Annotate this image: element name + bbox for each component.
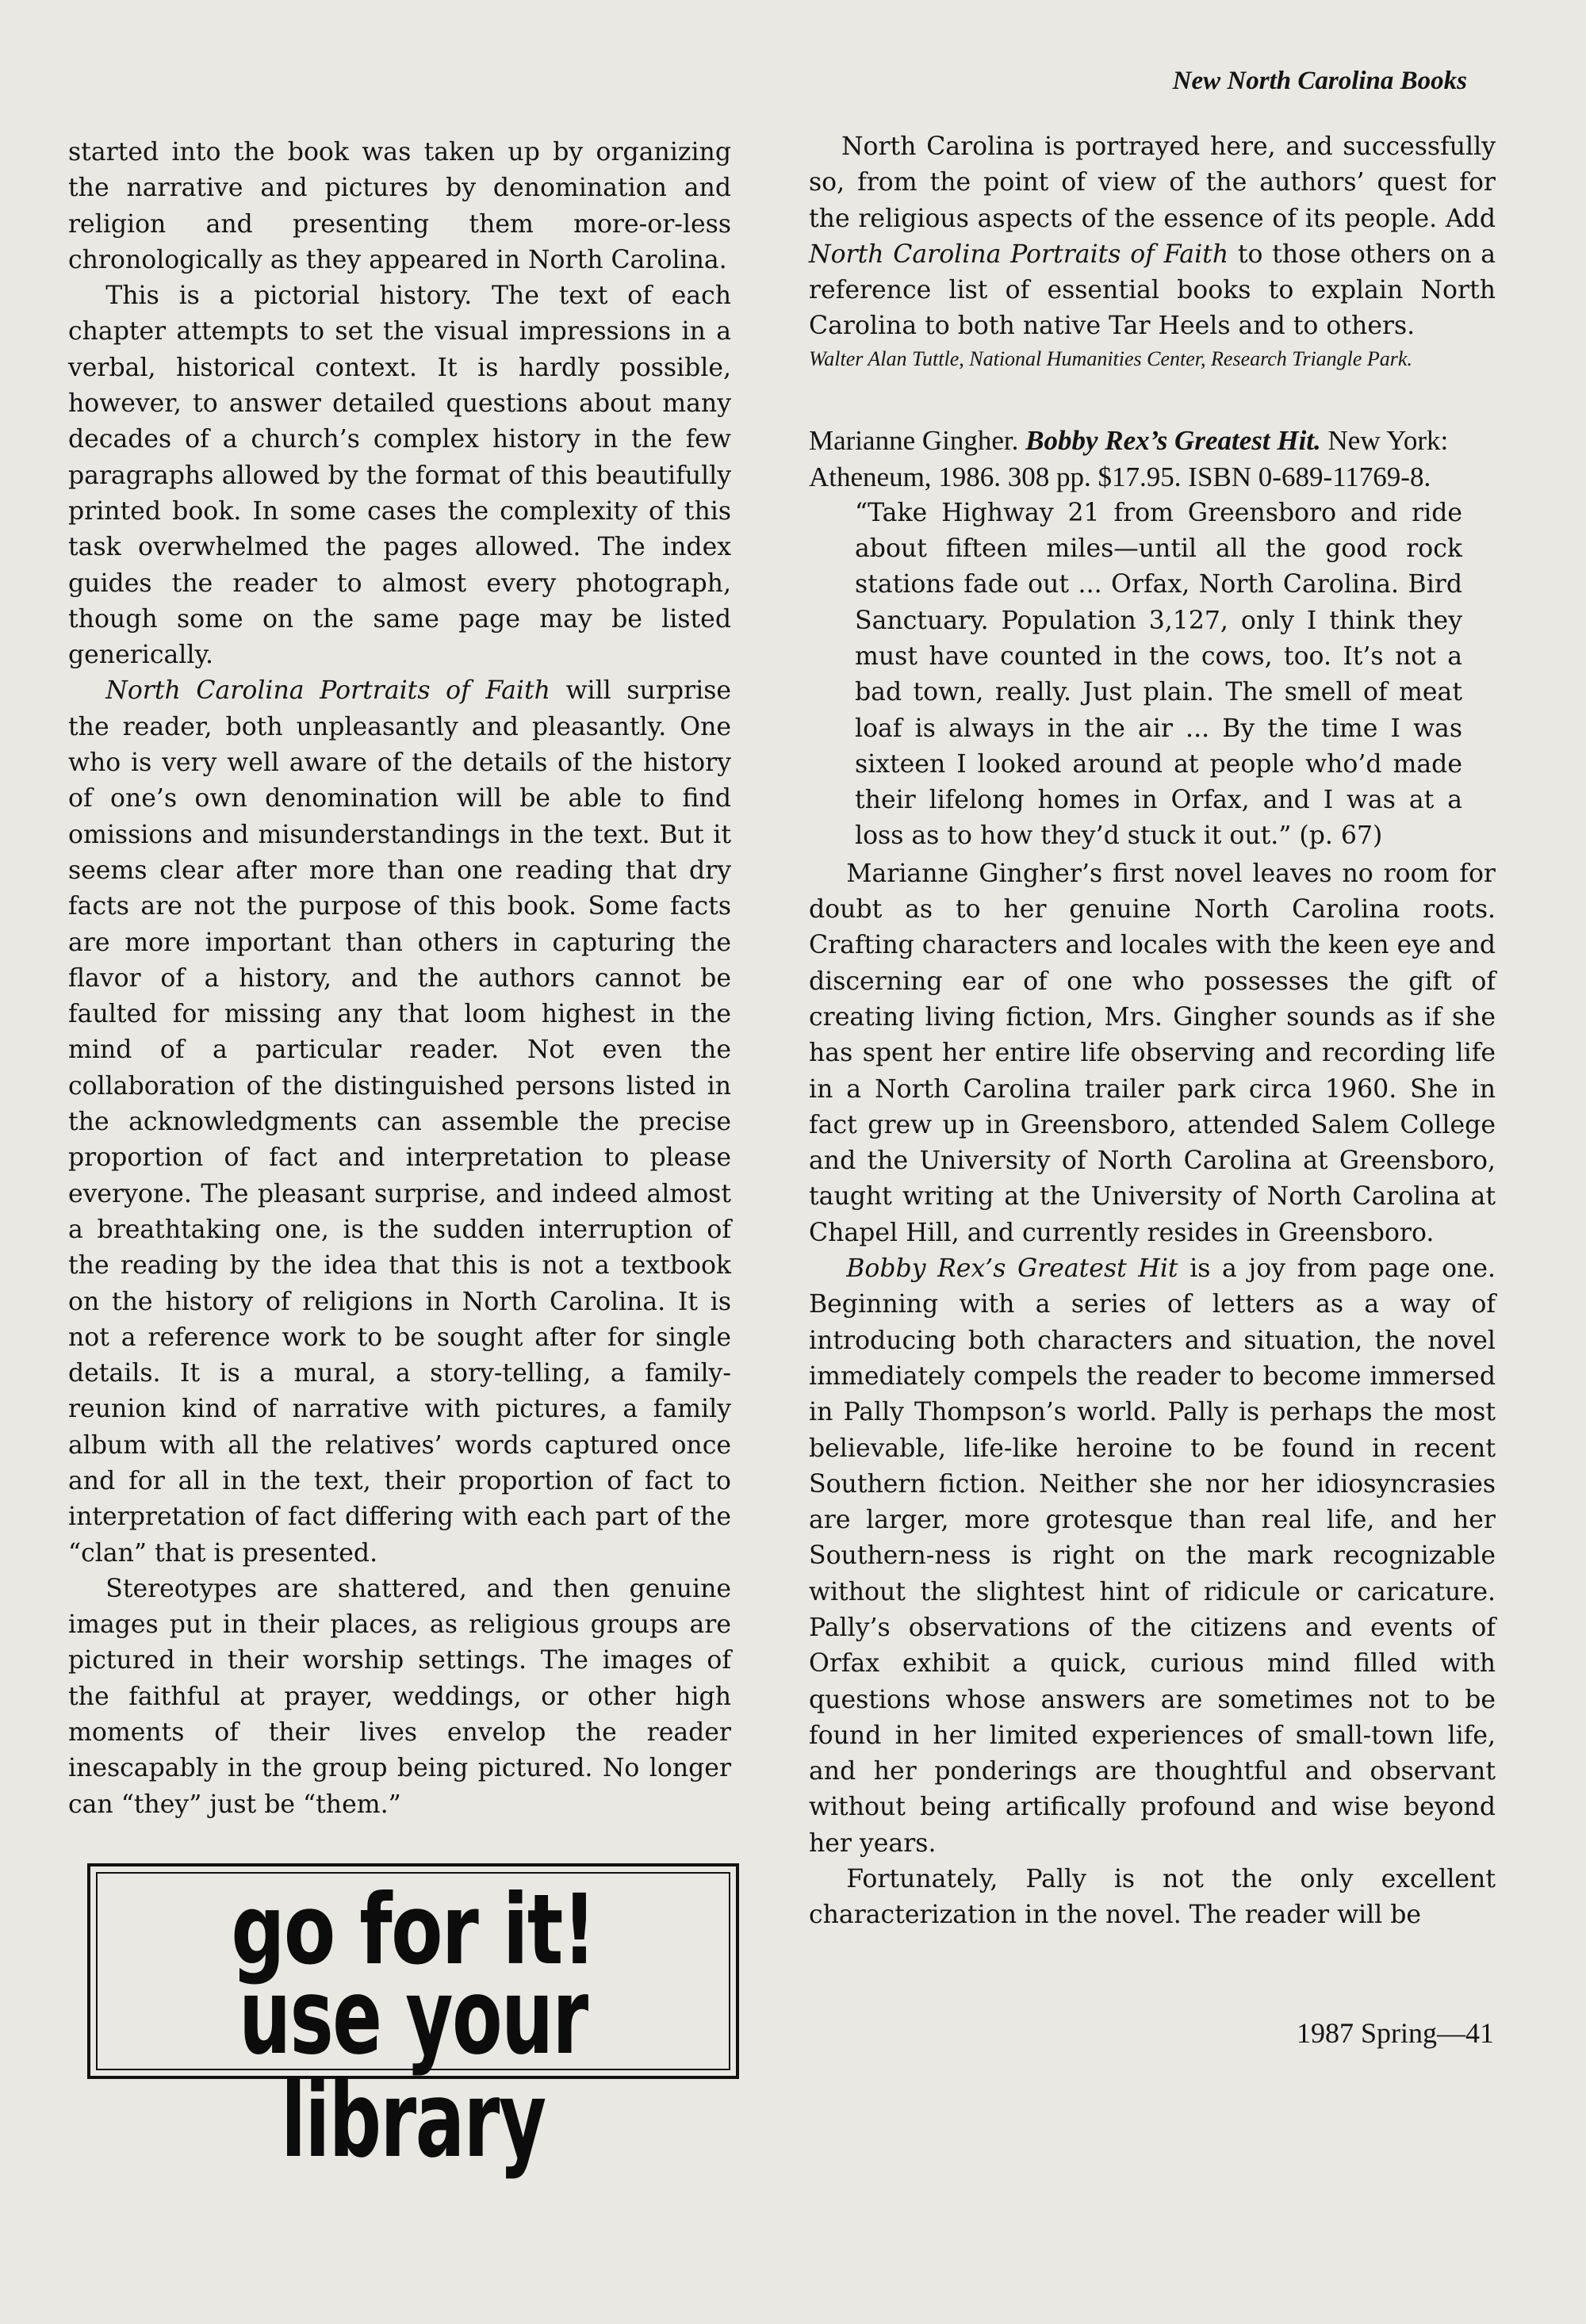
advert-line-1: go for it! — [231, 1874, 596, 1986]
reviewer-credit: Walter Alan Tuttle, National Humanities Center, Research Triangle Park. — [809, 346, 1412, 370]
left-paragraph-1: started into the book was taken up by organizing the narrative and pictures by denomination and religion and presenting them more-or-less chronologically as they appeared in North Carolina. — [68, 138, 731, 274]
left-paragraph-4: Stereotypes are shattered, and then genuine images put in their places, as religious groups are pictured in their worship settings. The images of the faithful at prayer, weddings, or other high moments of their lives envelop the reader inescapably in the group being pictured. No longer can “they” just be “them.” — [68, 1574, 731, 1819]
citation-title: Bobby Rex’s Greatest Hit. — [1025, 424, 1321, 456]
right-column — [809, 129, 1496, 1934]
left-p3-text: will surprise the reader, both unpleasantly and pleasantly. One who is very well aware of the details of the history of one’s own denomination will be able to find omissions and misunderstandings in the text. But it seems clear after more than one reading that dry facts are not the purpose of this book. Some facts are more important than others in capturing the flavor of a history, and the authors cannot be faulted for missing any that loom highest in the mind of a particular reader. Not even the collaboration of the distinguished persons listed in the acknowledgments can assemble the precise proportion of fact and interpretation to please everyone. The pleasant surprise, and indeed almost a breathtaking one, is the sudden interruption of the reading by the idea that this is not a textbook on the history of religions in North Carolina. It is not a reference work to be sought after for single details. It is a mural, a story-telling, a family-reunion kind of narrative with pictures, a family album with all the relatives’ words captured once and for all in the text, their proportion of fact to interpretation of fact differing with each part of the “clan” that is presented. — [68, 676, 731, 1568]
right-paragraph-2: Marianne Gingher’s first novel leaves no room for doubt as to her genuine North Carolina roots. Crafting characters and locales with the keen eye and discerning ear of one who possesses the gift of creating living fiction, Mrs. Gingher sounds as if she has spent her entire life observing and recording life in a North Carolina trailer park circa 1960. She in fact grew up in Greensboro, attended Salem College and the University of North Carolina at Greensboro, taught writing at the University of North Carolina at Chapel Hill, and currently resides in Greensboro. — [809, 859, 1496, 1247]
page-footer: 1987 Spring—41 — [1296, 2017, 1494, 2049]
right-paragraph-4: Fortunately, Pally is not the only excellent characterization in the novel. The reader will be — [809, 1865, 1496, 1930]
citation-author: Marianne Gingher. — [809, 424, 1019, 456]
left-paragraph-3 — [68, 673, 731, 1571]
right-paragraph-3 — [809, 1251, 1496, 1862]
book-quote: “Take Highway 21 from Greensboro and ride about fifteen miles—until all the good rock stations fade out ... Orfax, North Carolina. Bird Sanctuary. Population 3,127, only I think they must have counted in the cows, too. It’s not a bad town, really. Just plain. The smell of meat loaf is always in the air ... By the time I was sixteen I looked around at people who’d made their lifelong homes in Orfax, and I was at a loss as to how they’d stuck it out.” (p. 67) — [855, 498, 1462, 851]
left-paragraph-2: This is a pictorial history. The text of each chapter attempts to set the visual impressions in a verbal, historical context. It is hardly possible, however, to answer detailed questions about many decades of a church’s complex history in the few paragraphs allowed by the format of this beautifully printed book. In some cases the complexity of this task overwhelmed the pages allowed. The index guides the reader to almost every photograph, though some on the same page may be listed generically. — [68, 281, 731, 670]
right-p1-after: to those others on a reference list of essential books to explain North Carolina to both native Tar Heels and to others. — [809, 239, 1496, 341]
left-p3-book-title: North Carolina Portraits of Faith — [105, 676, 550, 706]
right-p1-book-title: North Carolina Portraits of Faith — [809, 239, 1229, 269]
right-p1-before: North Carolina is portrayed here, and successfully so, from the point of view of the authors’ quest for the religious aspects of the essence of its people. Add — [809, 132, 1496, 233]
right-p3-text: is a joy from page one. Beginning with a series of letters as a way of introducing both characters and situation, the novel immediately compels the reader to become immersed in Pally Thompson’s world. Pally is perhaps the most believable, life-like heroine to be found in recent Southern fiction. Neither she nor her idiosyncrasies are larger, more grotesque than real life, and her Southern-ness is right on the mark recognizable without the slightest hint of ridicule or caricature. Pally’s observations of the citizens and events of Orfax exhibit a quick, curious mind filled with questions whose answers are sometimes not to be found in her limited experiences of small-town life, and her ponderings are thoughtful and observant without being artifically profound and wise beyond her years. — [809, 1254, 1496, 1858]
right-p3-book-title: Bobby Rex’s Greatest Hit — [846, 1254, 1178, 1284]
left-column — [68, 135, 731, 1823]
library-advert — [87, 1863, 739, 2181]
citation-details: New York: Atheneum, 1986. 308 pp. $17.95. ISBN 0-689-11769-8. — [809, 424, 1449, 492]
running-header: New North Carolina Books — [1172, 67, 1467, 95]
advert-line-2: use your library — [239, 1956, 588, 2181]
right-paragraph-1 — [809, 129, 1496, 345]
book-citation — [809, 423, 1496, 496]
